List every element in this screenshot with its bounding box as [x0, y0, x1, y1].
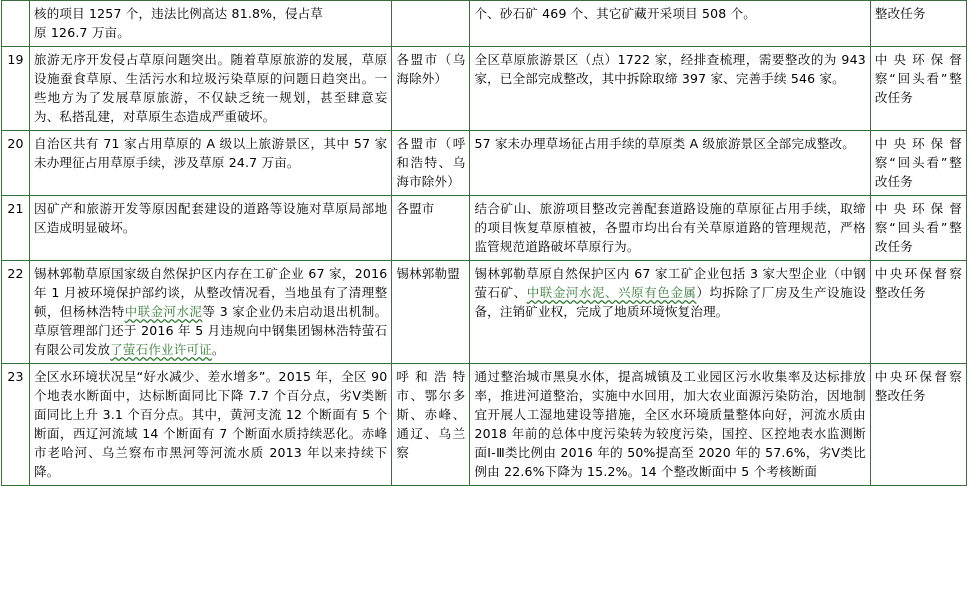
row-issue: 因矿产和旅游开发等原因配套建设的道路等设施对草原局部地区造成明显破坏。 — [30, 196, 392, 261]
table-row — [2, 131, 967, 196]
row-number — [2, 1, 30, 47]
row-type: 中央环保督察“回头看”整改任务 — [870, 196, 966, 261]
issue-highlight-permit: 了萤石作业许可证 — [110, 342, 212, 357]
row-issue: 旅游无序开发侵占草原问题突出。随着草原旅游的发展，草原设施蚕食草原、生活污水和垃圾污染草原的问题日趋突出。一些地方为了发展草原旅游，不仅缺乏统一规划，甚至肆意妄为、私搭乱建，对草原生态造成严重破坏。 — [30, 47, 392, 131]
table-row — [2, 1, 967, 47]
row-number: 20 — [2, 131, 30, 196]
issue-line-1: 核的项目 1257 个，违法比例高达 81.8%，侵占草 — [34, 6, 324, 21]
row-measure — [470, 261, 870, 364]
row-measure: 全区草原旅游景区（点）1722 家，经排查梳理，需要整改的为 943 家，已全部完成整改，其中拆除取缔 397 家、完善手续 546 家。 — [470, 47, 870, 131]
row-number: 19 — [2, 47, 30, 131]
issue-line-2: 原 126.7 万亩。 — [34, 25, 130, 40]
row-department: 各盟市（呼和浩特、乌海市除外） — [392, 131, 470, 196]
issue-text-segment: 等 3 家企业仍未启动退出机制。草原管理部门还于 2016 年 5 月违规向中钢集团锡林浩特萤石有限公司发放 — [34, 304, 388, 357]
table-row — [2, 261, 967, 364]
measure-highlight-companies: 中联金河水泥、兴原有色金属 — [526, 285, 697, 300]
row-number: 22 — [2, 261, 30, 364]
row-department: 呼和浩特市、鄂尔多斯、赤峰、通辽、乌兰察 — [392, 364, 470, 486]
issue-text-segment: 锡林郭勒草原国家级自然保护区内存在工矿企业 67 家，2016 年 1 月被环境保护部约谈，从整改情况看，当地虽有了清理整顿，但杨林浩特 — [34, 266, 388, 319]
measure-text-segment: ）均拆除了厂房及生产设施设备，注销矿业权，完成了地质环境恢复治理。 — [474, 285, 866, 319]
row-number: 21 — [2, 196, 30, 261]
row-type: 中央环保督察“回头看”整改任务 — [870, 131, 966, 196]
issue-highlight-company: 中联金河水泥 — [124, 304, 203, 319]
row-type: 中央环保督察整改任务 — [870, 261, 966, 364]
integrated-rectification-table — [1, 0, 967, 486]
row-issue: 自治区共有 71 家占用草原的 A 级以上旅游景区，其中 57 家未办理征占用草原手续，涉及草原 24.7 万亩。 — [30, 131, 392, 196]
row-measure: 结合矿山、旅游项目整改完善配套道路设施的草原征占用手续，取缔的项目恢复草原植被，各盟市均出台有关草原道路的管理规范，严格监管规范道路破坏草原行为。 — [470, 196, 870, 261]
row-number: 23 — [2, 364, 30, 486]
table-row — [2, 364, 967, 486]
row-department: 锡林郭勒盟 — [392, 261, 470, 364]
issue-text-segment: 。 — [211, 342, 225, 357]
table-row — [2, 196, 967, 261]
row-department — [392, 1, 470, 47]
row-department: 各盟市 — [392, 196, 470, 261]
row-issue: 全区水环境状况呈“好水减少、差水增多”。2015 年，全区 90 个地表水断面中，达标断面同比下降 7.7 个百分点，劣Ⅴ类断面同比上升 3.1 个百分点。其中，黄河支流 12 个断面有 5 个断面，西辽河流域 14 个断面有 7 个断面水质持续恶化。赤峰市老哈河、乌兰察布市黑河等河流水质 2013 年以来持续下降。 — [30, 364, 392, 486]
row-issue — [30, 261, 392, 364]
row-issue — [30, 1, 392, 47]
row-measure: 个、砂石矿 469 个、其它矿藏开采项目 508 个。 — [470, 1, 870, 47]
table-row — [2, 47, 967, 131]
row-type: 中央环保督察整改任务 — [870, 364, 966, 486]
row-measure: 通过整治城市黑臭水体，提高城镇及工业园区污水收集率及达标排放率，推进河道整治，实施中水回用，加大农业面源污染防治，因地制宜开展人工湿地建设等措施，全区水环境质量整体向好，河流水质由 2018 年前的总体中度污染转为较度污染，国控、区控地表水监测断面Ⅰ-Ⅲ类比例由 2016 年的 50%提高至 2020 年的 57.6%，劣Ⅴ类比例由 22.6%下降为 15.2%。14 个整改断面中 5 个考核断面 — [470, 364, 870, 486]
row-type: 中央环保督察“回头看”整改任务 — [870, 47, 966, 131]
row-department: 各盟市（乌海除外） — [392, 47, 470, 131]
row-measure: 57 家未办理草场征占用手续的草原类 A 级旅游景区全部完成整改。 — [470, 131, 870, 196]
measure-text-segment: 锡林郭勒草原自然保护区内 67 家工矿企业包括 3 家大型企业（中钢萤石矿、 — [474, 266, 866, 300]
row-type: 整改任务 — [870, 1, 966, 47]
